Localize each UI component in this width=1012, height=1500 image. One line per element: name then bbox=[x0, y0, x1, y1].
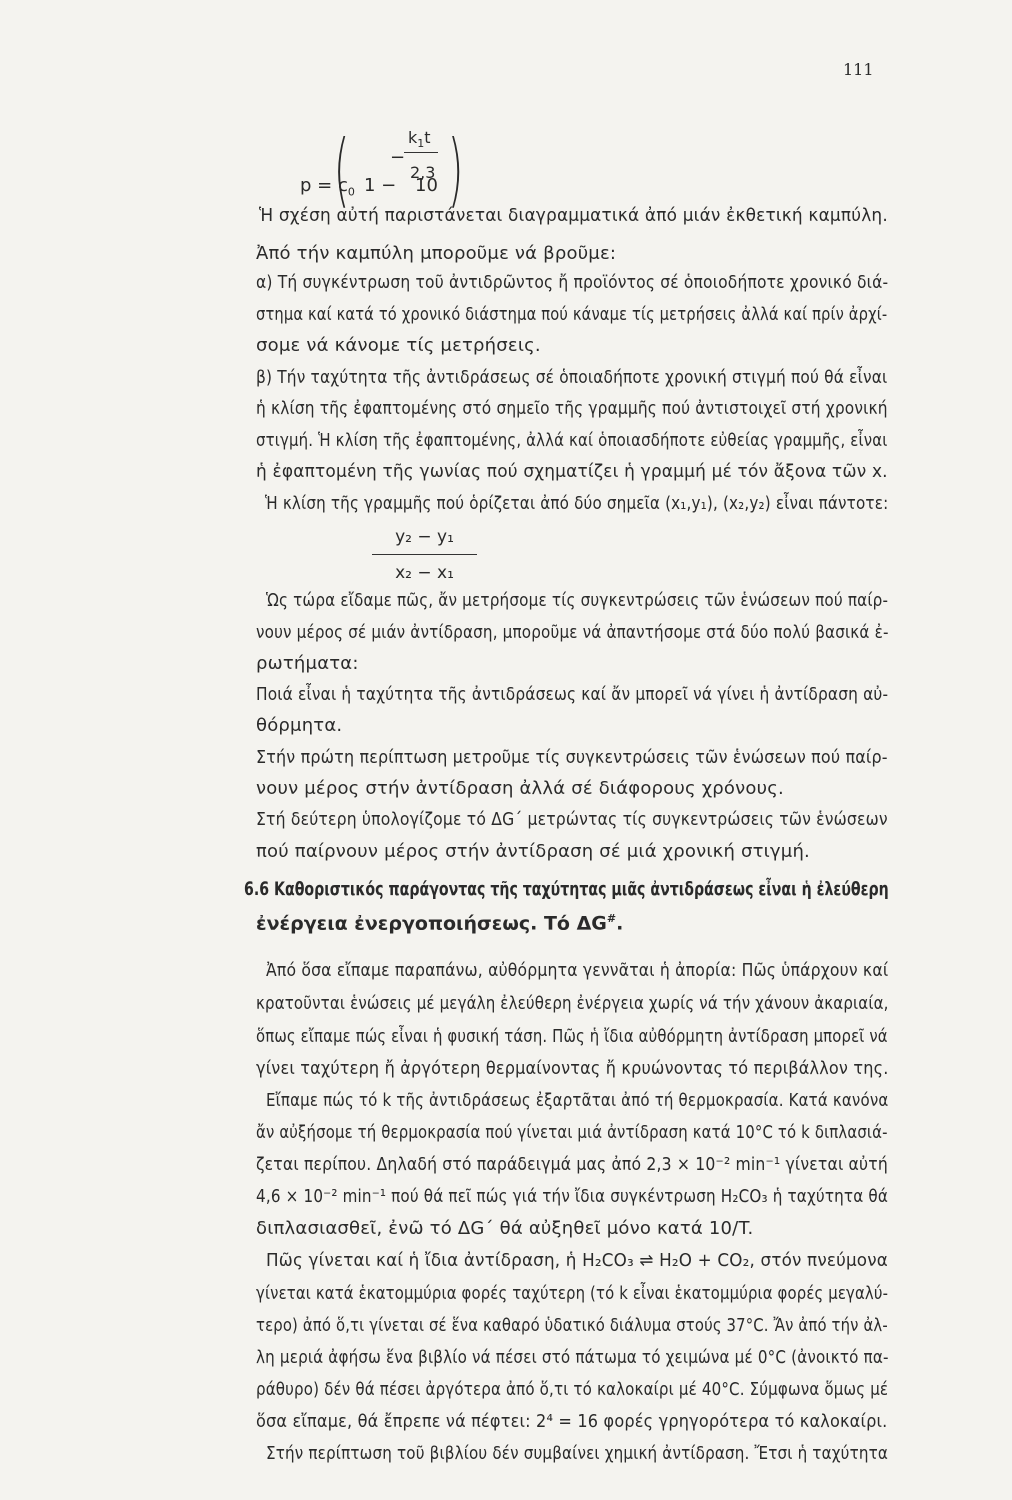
eq-exp-den: 2,3 bbox=[410, 163, 436, 182]
eq-lhs: p = c bbox=[300, 175, 348, 196]
eq-exp-num-t: t bbox=[424, 128, 431, 147]
eq-exp-minus: − bbox=[390, 147, 406, 168]
text-line: β) Τήν ταχύτητα τῆς ἀντιδράσεως σέ ὁποιαδήποτε χρονική στιγμή πού θά εἶναι bbox=[256, 367, 888, 388]
text-line: Ἀπό τήν καμπύλη μποροῦμε νά βροῦμε: bbox=[256, 243, 617, 264]
text-line: α) Τή συγκέντρωση τοῦ ἀντιδρῶντος ἤ προϊόντος σέ ὁποιοδήποτε χρονικό διά- bbox=[256, 272, 889, 293]
eq-exp-fraction-line bbox=[404, 152, 438, 153]
text-line: Στήν περίπτωση τοῦ βιβλίου δέν συμβαίνει χημική ἀντίδραση. Ἔτσι ἡ ταχύτητα bbox=[266, 1443, 889, 1464]
eq-exp-num-sub: 1 bbox=[417, 137, 425, 151]
slope-formula bbox=[372, 527, 477, 597]
heading-line2-text: ἐνέργεια ἐνεργοποιήσεως. Τό ΔG bbox=[256, 912, 607, 935]
text-line: στημα καί κατά τό χρονικό διάστημα πού κάναμε τίς μετρήσεις ἀλλά καί πρίν ἀρχί- bbox=[256, 304, 888, 325]
text-line: διπλασιασθεῖ, ἐνῶ τό ΔG΄ θά αὐξηθεῖ μόνο κατά 10/T. bbox=[256, 1218, 754, 1239]
slope-fraction-bar bbox=[372, 554, 477, 555]
text-line: 4,6 × 10⁻² min⁻¹ πού θά πεῖ πώς γιά τήν ἴδια συγκέντρωση H₂CO₃ ἡ ταχύτητα θά bbox=[256, 1186, 889, 1207]
slope-numerator: y₂ − y₁ bbox=[395, 527, 454, 547]
text-line: Ἡ σχέση αὐτή παριστάνεται διαγραμματικά ἀπό μιάν ἐκθετική καμπύλη. bbox=[259, 205, 888, 226]
text-line: στιγμή. Ἡ κλίση τῆς ἐφαπτομένης, ἀλλά καί ὁποιασδήποτε εὐθείας γραμμῆς, εἶναι bbox=[256, 430, 888, 451]
text-line: Πῶς γίνεται καί ἡ ἴδια ἀντίδραση, ἡ H₂CO₃ ⇌ H₂O + CO₂, στόν πνεύμονα bbox=[266, 1250, 888, 1271]
text-line: Ἀπό ὅσα εἴπαμε παραπάνω, αὐθόρμητα γεννᾶται ἡ ἀπορία: Πῶς ὑπάρχουν καί bbox=[266, 960, 889, 981]
text-line: τερο) ἀπό ὅ,τι γίνεται σέ ἕνα καθαρό ὑδατικό διάλυμα στούς 37°C. Ἄν ἀπό τήν ἀλ- bbox=[256, 1315, 888, 1336]
page-number: 111 bbox=[843, 60, 874, 79]
text-line: ἡ ἐφαπτομένη τῆς γωνίας πού σχηματίζει ἡ γραμμή μέ τόν ἄξονα τῶν x. bbox=[256, 461, 888, 482]
text-line: θόρμητα. bbox=[256, 715, 343, 736]
text-line: Εἴπαμε πώς τό k τῆς ἀντιδράσεως ἐξαρτᾶται ἀπό τή θερμοκρασία. Κατά κανόνα bbox=[266, 1090, 889, 1111]
text-line: ζεται περίπου. Δηλαδή στό παράδειγμά μας ἀπό 2,3 × 10⁻² min⁻¹ γίνεται αὐτή bbox=[256, 1154, 888, 1175]
text-line: ράθυρο) δέν θά πέσει ἀργότερα ἀπό ὅ,τι τό καλοκαίρι μέ 40°C. Σύμφωνα ὅμως μέ bbox=[256, 1379, 889, 1400]
text-line: ὅπως εἴπαμε πώς εἶναι ἡ φυσική τάση. Πῶς ἡ ἴδια αὐθόρμητη ἀντίδραση μπορεῖ νά bbox=[256, 1026, 888, 1047]
text-line: λη μεριά ἀφήσω ἕνα βιβλίο νά πέσει στό πάτωμα τό χειμώνα μέ 0°C (ἀνοικτό πα- bbox=[256, 1347, 889, 1368]
text-line: ρωτήματα: bbox=[256, 653, 359, 674]
heading-line2-end: . bbox=[616, 912, 624, 935]
text-line: Ἡ κλίση τῆς γραμμῆς πού ὁρίζεται ἀπό δύο σημεῖα (x₁,y₁), (x₂,y₂) εἶναι πάντοτε: bbox=[265, 493, 889, 514]
text-line: γίνεται κατά ἑκατομμύρια φορές ταχύτερη (τό k εἶναι ἑκατομμύρια φορές μεγαλύ- bbox=[256, 1283, 889, 1304]
text-line: Στή δεύτερη ὑπολογίζομε τό ΔG΄ μετρώντας τίς συγκεντρώσεις τῶν ἑνώσεων bbox=[256, 809, 888, 830]
section-heading-line-2 bbox=[256, 912, 623, 934]
text-line: Ὡς τώρα εἴδαμε πῶς, ἄν μετρήσομε τίς συγκεντρώσεις τῶν ἑνώσεων πού παίρ- bbox=[266, 590, 889, 611]
text-line: Στήν πρώτη περίπτωση μετροῦμε τίς συγκεντρώσεις τῶν ἑνώσεων πού παίρ- bbox=[256, 747, 888, 768]
text-line: πού παίρνουν μέρος στήν ἀντίδραση σέ μιά χρονική στιγμή. bbox=[256, 841, 810, 862]
text-line: Ποιά εἶναι ἡ ταχύτητα τῆς ἀντιδράσεως καί ἄν μπορεῖ νά γίνει ἡ ἀντίδραση αὐ- bbox=[256, 684, 889, 705]
slope-denominator: x₂ − x₁ bbox=[395, 563, 454, 583]
text-line: γίνει ταχύτερη ἤ ἀργότερη θερμαίνοντας ἤ κρυώνοντας τό περιβάλλον της. bbox=[256, 1058, 889, 1079]
eq-one: 1 − bbox=[364, 175, 397, 196]
section-heading-line-1: 6.6 Καθοριστικός παράγοντας τῆς ταχύτητας μιᾶς ἀντιδράσεως εἶναι ἡ ἐλεύθερη bbox=[244, 878, 889, 900]
rate-equation bbox=[300, 112, 490, 216]
left-paren: ( bbox=[333, 123, 350, 216]
text-line: ὅσα εἴπαμε, θά ἔπρεπε νά πέφτει: 2⁴ = 16 φορές γρηγορότερα τό καλοκαίρι. bbox=[256, 1411, 888, 1432]
text-line: ἄν αὐξήσομε τή θερμοκρασία πού γίνεται μιά ἀντίδραση κατά 10°C τό k διπλασιά- bbox=[256, 1122, 888, 1143]
eq-exp-num: k bbox=[408, 128, 418, 147]
text-line: ἡ κλίση τῆς ἐφαπτομένης στό σημεῖο τῆς γραμμῆς πού ἀντιστοιχεῖ στή χρονική bbox=[256, 398, 888, 419]
right-paren: ) bbox=[447, 123, 464, 216]
text-line: νουν μέρος στήν ἀντίδραση ἀλλά σέ διάφορους χρόνους. bbox=[256, 778, 784, 799]
heading-line2-sup: # bbox=[606, 912, 617, 925]
text-line: σομε νά κάνομε τίς μετρήσεις. bbox=[256, 335, 541, 356]
eq-ten: 10 bbox=[415, 175, 438, 196]
text-line: κρατοῦνται ἑνώσεις μέ μεγάλη ἐλεύθερη ἐνέργεια χωρίς νά τήν χάνουν ἀκαριαία, bbox=[256, 993, 889, 1014]
eq-lhs-sub: 0 bbox=[347, 185, 355, 199]
text-line: νουν μέρος σέ μιάν ἀντίδραση, μποροῦμε νά ἀπαντήσομε στά δύο πολύ βασικά ἐ- bbox=[256, 622, 889, 643]
